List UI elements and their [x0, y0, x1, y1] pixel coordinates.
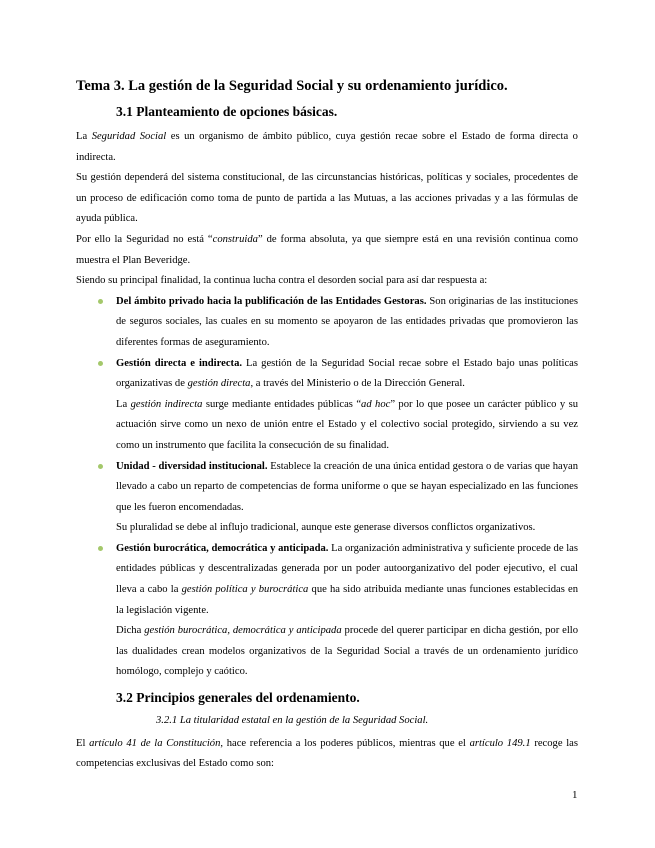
- list-item-continuation: Su pluralidad se debe al influjo tradicional, aunque este generase diversos conflictos organizativos.: [116, 522, 536, 534]
- page-number: 1: [572, 789, 578, 801]
- document-body: [76, 77, 578, 775]
- list-item: Gestión burocrática, democrática y anticipada. La organización administrativa y suficiente procede de las entidades públicas y descentralizadas generada por un poder autoorganizativo del poder ejecutivo, el cual lleva a cabo la gestión política y burocrática que ha sido atribuida mediante unas funciones establecidas en la legislación vigente. Dicha gestión burocrática, democrática y anticipada procede del querer participar en dicha gestión, por ello las dualidades crean modelos organizativos de la Seguridad Social a través de un ordenamiento jurídico homólogo, complejo y caótico.: [76, 539, 578, 683]
- list-item: Unidad - diversidad institucional. Establece la creación de una única entidad gestora o de varias que hayan llevado a cabo un reparto de competencias de forma uniforme o que se hayan especializado en las funciones que les fueron encomendadas. Su pluralidad se debe al influjo tradicional, aunque este generase diversos conflictos organizativos.: [76, 457, 578, 539]
- section-heading-3-1: 3.1 Planteamiento de opciones básicas.: [116, 104, 338, 119]
- subsection-heading-3-2-1: 3.2.1 La titularidad estatal en la gestión de la Seguridad Social.: [156, 715, 429, 727]
- bullet-icon: [98, 361, 103, 366]
- section-heading-3-2: 3.2 Principios generales del ordenamiento.: [116, 690, 360, 706]
- list-item-continuation: La gestión indirecta surge mediante entidades públicas “ad hoc” por lo que posee un carácter público y su actuación sirve como un nexo de unión entre el Estado y el colectivo social protegido, sirviendo a su vez como un instrumento que facilita la consecución de su finalidad.: [116, 398, 578, 451]
- bullet-icon: [98, 464, 103, 469]
- paragraph-1: La Seguridad Social es un organismo de ámbito público, cuya gestión recae sobre el Estado de forma directa o indirecta.: [76, 131, 578, 163]
- paragraph-4: Siendo su principal finalidad, la continua lucha contra el desorden social para así dar respuesta a:: [76, 275, 488, 287]
- list-item-continuation: Dicha gestión burocrática, democrática y anticipada procede del querer participar en dicha gestión, por ello las dualidades crean modelos organizativos de la Seguridad Social a través de un ordenamiento jurídico homólogo, complejo y caótico.: [116, 625, 578, 678]
- paragraph-5: El artículo 41 de la Constitución, hace referencia a los poderes públicos, mientras que el artículo 149.1 recoge las competencias exclusivas del Estado como son:: [76, 737, 579, 770]
- bullet-list: [76, 292, 578, 683]
- paragraph-2: Su gestión dependerá del sistema constitucional, de las circunstancias históricas, políticas y sociales, procedentes de un proceso de edificación como toma de punto de partida a las Mutuas, a las acciones privadas y a las fórmulas de ayuda pública.: [76, 172, 578, 225]
- list-item: Gestión directa e indirecta. La gestión de la Seguridad Social recae sobre el Estado bajo unas políticas organizativas de gestión directa, a través del Ministerio o de la Dirección General. La gestión indirecta surge mediante entidades públicas “ad hoc” por lo que posee un carácter público y su actuación sirve como un nexo de unión entre el Estado y el colectivo social protegido, sirviendo a su vez como un instrumento que facilita la consecución de su finalidad.: [76, 354, 578, 457]
- bullet-icon: [98, 299, 103, 304]
- document-title: Tema 3. La gestión de la Seguridad Social y su ordenamiento jurídico.: [76, 78, 508, 94]
- paragraph-3: Por ello la Seguridad no está “construida” de forma absoluta, ya que siempre está en una revisión continua como muestra el Plan Beveridge.: [76, 233, 578, 266]
- list-item: Del ámbito privado hacia la publificación de las Entidades Gestoras. Son originarias de las instituciones de seguros sociales, las cuales en su momento se apoyaron de las entidades privadas que promovieron las diferentes formas de aseguramiento.: [76, 292, 578, 354]
- bullet-icon: [98, 546, 103, 551]
